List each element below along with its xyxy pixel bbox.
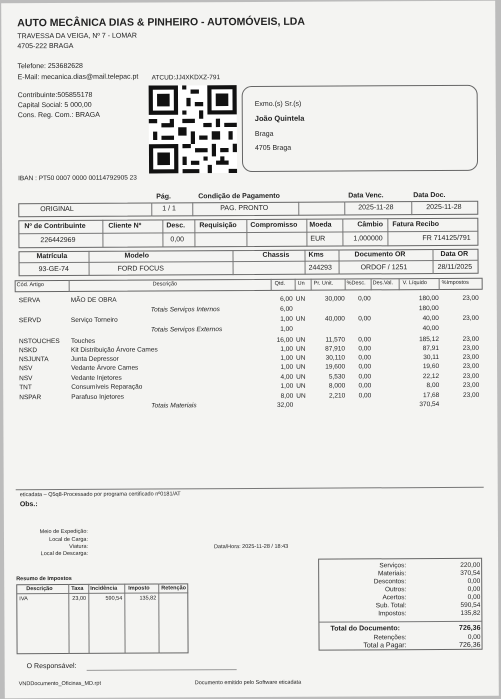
total-materials-label: Materiais: [377, 570, 407, 578]
row-net: 180,00 [418, 295, 439, 303]
row-net: 22,12 [422, 373, 440, 381]
vehicle-label-chassis: Chassis [262, 251, 290, 259]
tax-col-base: Incidência [90, 585, 118, 592]
row-code: NSV [19, 365, 33, 373]
row-discount: 0,00 [358, 336, 371, 344]
row-price: 30,110 [325, 354, 346, 362]
row-desc: Touches [70, 337, 96, 345]
invoice-paper [1, 1, 499, 699]
row-unit: UN [295, 345, 306, 353]
total-to-pay-value: 726,36 [459, 641, 481, 649]
info-label-client: Cliente Nº [108, 222, 142, 230]
vehicle-label-kms: Kms [308, 251, 324, 259]
total-taxes-label: Impostos: [378, 610, 407, 618]
qr-code-icon [148, 85, 238, 173]
col-unit: Un [297, 280, 305, 287]
info-label-nif: Nº de Contribuinte [24, 222, 86, 231]
total-discounts-value: 0,00 [467, 577, 481, 585]
row-net: 17,68 [422, 392, 440, 400]
company-email: E-Mail: mecanica.dias@mail.telepac.pt [17, 73, 139, 82]
tax-row-base: 590,54 [105, 595, 123, 602]
row-qty: 8,00 [280, 392, 294, 400]
info-value-nif: 226442969 [40, 236, 76, 245]
row-tax: 23,00 [462, 294, 479, 302]
vehicle-value-kms: 244293 [308, 264, 332, 272]
row-price: 87,910 [325, 345, 346, 353]
row-net: 8,00 [426, 382, 440, 390]
info-label-commitment: Compromisso [250, 221, 298, 229]
row-discount: 0,00 [358, 315, 371, 323]
customer-name: João Quintela [254, 113, 305, 123]
col-net: V. Líquido [402, 280, 427, 287]
tax-col-description: Descrição [26, 586, 53, 593]
row-desc: Serviço Torneiro [70, 316, 118, 324]
col-code: Cód. Artigo [16, 282, 44, 289]
row-qty: 1,00 [280, 363, 294, 371]
row-tax: 23,00 [462, 353, 480, 361]
row-unit: UN [296, 373, 306, 381]
row-price: 5,530 [328, 373, 346, 381]
row-subtotal-qty: 1,00 [280, 325, 293, 333]
print-datetime: Data/Hora: 2025-11-28 / 18:43 [214, 543, 289, 551]
row-qty: 6,00 [280, 295, 293, 303]
row-net: 30,11 [423, 354, 440, 362]
row-net: 185,12 [419, 336, 439, 344]
row-code: TNT [19, 384, 32, 392]
col-discount-value: Des.Val. [372, 280, 394, 287]
row-tax: 23,00 [462, 381, 480, 389]
row-unit: UN [296, 354, 306, 362]
row-unit: UN [295, 315, 306, 323]
row-net: 87,91 [422, 345, 440, 353]
row-code: NSPAR [19, 394, 42, 402]
original-label: ORIGINAL [40, 205, 74, 214]
vehicle-value-or-date: 28/11/2025 [437, 263, 473, 272]
row-tax: 23,00 [462, 372, 480, 380]
row-qty: 1,00 [280, 382, 294, 390]
atcud-code: ATCUD:JJ4XKDXZ-791 [151, 74, 221, 82]
customer-salutation: Exmo.(s) Sr.(s) [254, 100, 302, 108]
total-subtotal-label: Sub. Total: [375, 602, 407, 610]
row-tax: 23,00 [462, 314, 479, 322]
software-note: Documento emitido pelo Software eticadata [194, 679, 302, 687]
row-tax: 23,00 [462, 344, 480, 352]
row-net: 40,00 [422, 315, 439, 323]
company-iban: IBAN : PT50 0007 0000 00114792905 23 [18, 174, 137, 183]
company-address-1: TRAVESSA DA VEIGA, Nº 7 - LOMAR [17, 32, 137, 41]
info-label-discount: Desc. [166, 222, 186, 230]
info-value-currency: EUR [310, 235, 326, 243]
row-tax: 23,00 [462, 391, 480, 399]
row-discount: 0,00 [358, 295, 371, 303]
row-desc: MÃO DE OBRA [70, 296, 117, 304]
total-to-pay-label: Total a Pagar: [363, 642, 407, 650]
responsible-label: O Responsável: [26, 662, 77, 671]
total-services-label: Serviços: [379, 562, 407, 570]
vehicle-value-plate: 93-GE-74 [38, 265, 69, 274]
row-subtotal-qty: 6,00 [280, 305, 293, 313]
observations-label: Obs.: [19, 501, 38, 509]
row-desc: Vedante Árvore Cames [71, 364, 139, 372]
row-subtotal-desc: Totais Materiais [151, 402, 197, 410]
customer-city: Braga [254, 130, 274, 138]
page-label: Pág. [156, 193, 172, 201]
info-value-exchange: 1,000000 [353, 235, 383, 243]
row-subtotal-qty: 32,00 [276, 401, 294, 409]
company-registry: Cons. Reg. Com.: BRAGA [17, 111, 100, 120]
total-materials-value: 370,54 [460, 569, 481, 577]
info-label-invoice: Fatura Recibo [392, 221, 440, 229]
row-subtotal-net: 180,00 [418, 305, 439, 313]
row-price: 8,000 [328, 382, 346, 390]
vehicle-label-or-doc: Documento OR [354, 251, 406, 259]
row-discount: 0,00 [358, 345, 372, 353]
tax-row-rate: 23,00 [72, 595, 87, 602]
row-qty: 4,00 [280, 373, 294, 381]
row-desc: Parafuso Injetores [71, 393, 125, 401]
loading-place-label: Local de Carga: [49, 536, 89, 544]
row-discount: 0,00 [358, 363, 372, 371]
info-value-invoice: FR 714125/791 [422, 234, 471, 243]
tax-col-tax: Imposto [128, 585, 150, 592]
row-discount: 0,00 [358, 373, 372, 381]
row-desc: Vedante Injetores [71, 374, 122, 382]
total-adjustments-label: Acertos: [382, 594, 407, 602]
info-value-discount: 0,00 [170, 236, 185, 244]
row-unit: UN [296, 392, 306, 400]
row-unit: UN [296, 363, 306, 371]
row-net: 19,60 [422, 363, 440, 371]
tax-row-tax: 135,82 [139, 595, 157, 602]
row-subtotal-desc: Totais Serviços Externos [150, 326, 223, 334]
payment-condition-value: PAG. PRONTO [220, 204, 269, 213]
due-date-value: 2025-11-28 [358, 204, 394, 212]
retentions-value: 0,00 [467, 633, 481, 641]
total-subtotal-value: 590,54 [460, 601, 481, 609]
vehicle-label-or-date: Data OR [440, 250, 469, 259]
row-code: NSV [19, 375, 33, 383]
row-tax: 23,00 [462, 362, 480, 370]
row-discount: 0,00 [358, 382, 372, 390]
row-unit: UN [296, 382, 306, 390]
row-desc: Consumíveis Reparação [71, 383, 143, 391]
total-taxes-value: 135,82 [460, 609, 481, 617]
dispatch-method-label: Meio de Expedição: [39, 528, 88, 536]
document-total-value: 726,36 [459, 624, 481, 632]
row-code: NSJUNTA [19, 356, 49, 364]
vehicle-label-model: Modelo [124, 252, 150, 260]
row-discount: 0,00 [358, 354, 372, 362]
tax-col-retention: Retenção [161, 585, 187, 592]
row-price: 2,210 [328, 392, 346, 400]
due-date-label: Data Venc. [348, 192, 384, 200]
row-price: 11,570 [325, 336, 345, 344]
total-services-value: 220,00 [460, 561, 481, 569]
certification-text: eticadata – Q5q8-Processado por programa certificado nº0181/AT [19, 491, 181, 499]
row-qty: 16,00 [276, 336, 293, 344]
row-unit: UN [295, 336, 306, 344]
row-price: 30,000 [324, 295, 345, 303]
customer-postal: 4705 Braga [254, 144, 292, 152]
info-label-currency: Moeda [309, 221, 332, 229]
company-nif: Contribuinte:505855178 [17, 91, 93, 100]
doc-date-value: 2025-11-28 [426, 203, 462, 212]
row-code: NSTOUCHES [18, 337, 60, 346]
payment-condition-label: Condição de Pagamento [198, 192, 280, 201]
col-qty: Qtd. [274, 280, 286, 287]
vehicle-label: Viatura: [69, 543, 89, 550]
total-adjustments-value: 0,00 [467, 593, 481, 601]
row-desc: Junta Depressor [71, 355, 119, 363]
signature-line [87, 669, 237, 671]
customer-address-box [242, 85, 478, 172]
col-price: Pr. Unit. [313, 280, 334, 287]
report-file-name: VNDDocumento_Oficinas_MD.rpt [18, 680, 101, 688]
tax-row-description: IVA [19, 596, 28, 603]
row-discount: 0,00 [358, 392, 372, 400]
total-others-label: Outros: [384, 586, 407, 594]
row-qty: 1,00 [280, 315, 293, 323]
row-subtotal-net: 40,00 [422, 325, 439, 333]
row-price: 40,000 [324, 315, 345, 323]
company-phone: Telefone: 253682628 [17, 62, 83, 71]
info-label-requisition: Requisição [199, 222, 237, 230]
document-total-label: Total do Documento: [330, 625, 400, 633]
col-description: Descrição [152, 281, 178, 288]
row-price: 19,600 [325, 363, 346, 371]
tax-summary-title: Resumo de Impostos [16, 575, 72, 583]
info-label-exchange: Câmbio [357, 221, 384, 229]
row-qty: 1,00 [280, 354, 294, 362]
total-others-value: 0,00 [467, 585, 481, 593]
retentions-label: Retenções: [373, 634, 407, 642]
vehicle-value-model: FORD FOCUS [117, 265, 164, 273]
row-subtotal-desc: Totais Serviços Internos [150, 306, 220, 314]
row-qty: 1,00 [280, 345, 294, 353]
vehicle-value-or-doc: ORDOF / 1251 [360, 264, 408, 272]
row-tax: 23,00 [462, 335, 479, 343]
company-name: AUTO MECÂNICA DIAS & PINHEIRO - AUTOMÓVEIS, LDA [17, 15, 305, 30]
col-discount: %Desc. [346, 280, 366, 287]
unloading-place-label: Local de Descarga: [40, 550, 89, 558]
vehicle-label-plate: Matrícula [36, 252, 68, 261]
row-code: SERVD [18, 317, 42, 325]
row-desc: Kit Distribuição Árvore Cames [70, 346, 158, 354]
tax-col-rate: Taxa [71, 585, 84, 592]
page-value: 1 / 1 [162, 205, 176, 213]
col-tax: %Impostos [441, 279, 469, 286]
total-discounts-label: Descontos: [373, 578, 407, 586]
row-unit: UN [295, 295, 306, 303]
doc-date-label: Data Doc. [413, 191, 446, 200]
row-code: SERVA [18, 297, 41, 305]
row-subtotal-net: 370,54 [419, 401, 440, 409]
company-address-2: 4705-222 BRAGA [17, 42, 74, 51]
company-capital: Capital Social: 5 000,00 [17, 101, 92, 110]
row-code: NSKD [18, 347, 38, 355]
